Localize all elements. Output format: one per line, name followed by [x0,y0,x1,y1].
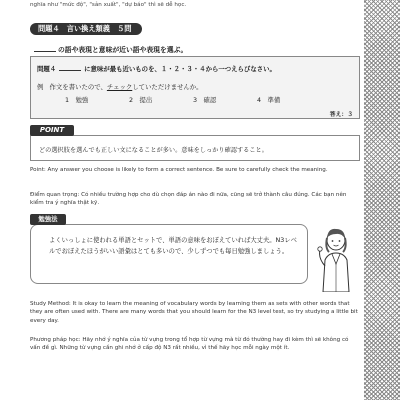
example-header [37,63,276,73]
example-label: 例 [37,83,44,91]
example-answer: 答え：３ [329,112,353,118]
sentence-underlined: チェック [106,83,133,91]
study-method-box [30,224,308,284]
teacher-illustration [312,226,360,292]
option-1: 1 勉強 [65,96,89,104]
point-label: POINT [30,125,74,136]
sentence-after: していただけませんか。 [132,83,203,91]
instruction-text: の語や表現と意味が近い語や表現を選ぶ。 [58,46,188,54]
study-translation-en: Study Method: It is okay to learn the meaning of vocabulary words by learning them as sets with other words that they are often used with. There are many words that you should learn for the N3 level test, so try studying a little bit every day. [30,301,358,324]
example-options [65,95,321,104]
example-question-label: 問題４ [37,65,57,73]
blank-line [34,44,56,52]
option-2: 2 提出 [129,96,153,104]
point-box [30,135,360,161]
section-title: 問題４ 言い換え類義 ５問 [30,23,142,35]
hatched-margin [364,0,400,400]
blank-line [59,63,81,71]
study-method-label: 勉強法 [30,214,66,225]
point-text: どの選択肢を選んでも正しい文になることが多い。意味をしっかり確認すること。 [39,147,268,154]
point-translation-vi: Điểm quan trọng: Có nhiều trường hợp cho dù chọn đáp án nào đi nữa, cũng sẽ trở thành câu đúng. Các bạn nên kiểm tra ý nghĩa thật kỹ. [30,192,347,207]
option-3: 3 確認 [193,96,217,104]
example-sentence [37,82,203,91]
sentence-before: 作文を書いたので、 [49,83,107,91]
point-translation-en: Point: Any answer you choose is likely to form a correct sentence. Be sure to carefully check the meaning. [30,167,328,173]
example-question-text: に意味が最も近いものを、１・２・３・４から一つえらびなさい。 [84,65,276,73]
top-text-line: nghĩa như "mức độ", "sản xuất", "dự báo" thì sẽ dễ học. [30,2,187,8]
instruction [34,44,187,54]
study-translation-vi: Phương pháp học: Hãy nhớ ý nghĩa của từ vựng trong tổ hợp từ vựng mà từ đó thường hay đi kèm thì sẽ không có vấn đề gì. Những từ vựng cần ghi nhớ ở cấp độ N3 rất nhiều, vì thế hãy học mỗi ngày một ít. [30,337,349,352]
example-box [30,56,360,119]
option-4: 4 準備 [257,96,281,104]
study-method-text: よくいっしょに使われる単語とセットで、単語の意味をおぼえていれば大丈夫。N3レベルでおぼえたほうがいい語彙はとても多いので、少しずつでも毎日勉強しましょう。 [49,237,297,255]
